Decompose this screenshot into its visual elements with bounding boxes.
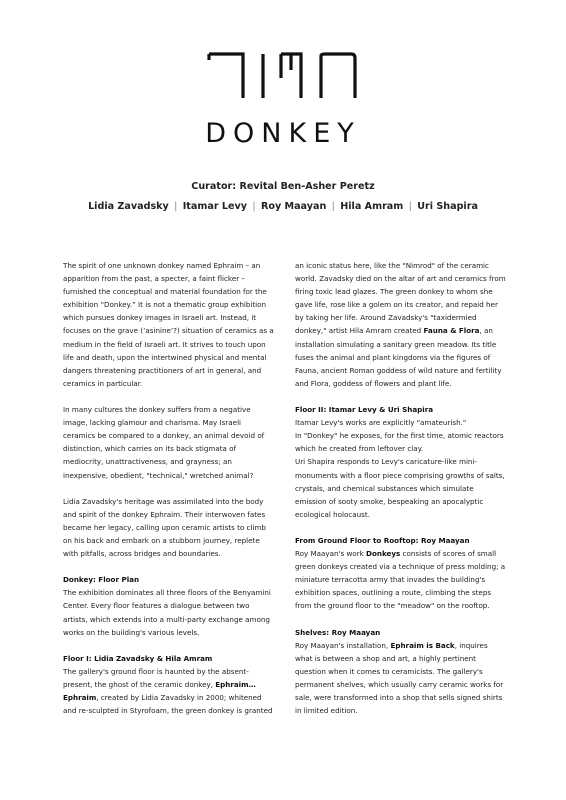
text-run: , an installation simulating a sanitary green meadow. Its title fuses the animal and plant kingdoms via the figures of Fauna, ancient Roman goddess of wild nature and fertility and Flora, goddess of flowers and plant life.	[295, 326, 502, 388]
section-heading: From Ground Floor to Rooftop: Roy Maayan	[295, 535, 470, 545]
text-run: The gallery's ground floor is haunted by the absent-present, the ghost of the ceramic donkey,	[63, 666, 249, 689]
section-paragraph: In "Donkey" he exposes, for the first time, atomic reactors which he created from leftover clay.	[295, 431, 504, 454]
hebrew-logo-glyphs	[203, 40, 363, 100]
intro-paragraph: The spirit of one unknown donkey named Ephraim – an apparition from the past, a specter, a faint flicker – furnished the conceptual and material foundation for the exhibition “Donkey.” It is not a thematic group exhibition which pursues donkey images in Israeli art. Instead, it focuses on the grave (‘asinine’?) situation of ceramics as a medium in the field of Israeli art. It strives to touch upon life and death, upon the intertwined physical and mental dangers threatening practitioners of art in general, and ceramics in particular.	[63, 261, 274, 388]
artist-name: Itamar Levy	[182, 201, 248, 212]
hebrew-logo	[0, 40, 566, 100]
text-run: Roy Maayan's installation,	[295, 640, 391, 650]
left-text-column	[63, 259, 275, 717]
section-paragraph	[295, 639, 507, 718]
work-title: Ephraim… Ephraim	[63, 680, 256, 703]
section-paragraph	[295, 259, 507, 390]
text-run: , inquires what is between a shop and art, a highly pertinent question when it comes to ceramicists. The gallery's permanent shelves, which usually carry ceramic works for sale, were transformed into a shop that sells signed shirts in limited edition.	[295, 640, 504, 716]
right-text-column	[295, 259, 507, 717]
artist-name: Uri Shapira	[417, 201, 478, 212]
artist-name: Lidia Zavadsky	[88, 201, 169, 212]
artist-separator: |	[331, 201, 335, 212]
section-heading: Floor I: Lidia Zavadsky & Hila Amram	[63, 653, 213, 663]
artist-name: Roy Maayan	[260, 201, 327, 212]
section-heading: Donkey: Floor Plan	[63, 575, 140, 585]
text-run: , created by Lidia Zavadsky in 2000; whitened and re-sculpted in Styrofoam, the green donkey is granted	[63, 693, 273, 716]
section-paragraph	[63, 665, 275, 717]
curator-line: Curator: Revital Ben-Asher Peretz	[191, 181, 375, 192]
exhibition-title: DONKEY	[205, 118, 361, 149]
artist-separator: |	[408, 201, 412, 212]
text-run: consists of scores of small green donkeys created via a technique of press molding; a miniature terracotta army that invades the building's exhibition spaces, outlining a route, climbing the steps from the ground floor to the "meadow" on the rooftop.	[295, 549, 506, 611]
text-run: an iconic status here, like the "Nimrod" of the ceramic world. Zavadsky died on the altar of art and ceramics from firing toxic lead glazes. The green donkey to whom she gave life, rose like a golem on its creator, and repaid her by taking her life. Around Zavadsky's "taxidermied donkey," artist Hila Amram created	[295, 261, 506, 336]
artist-separator: |	[174, 201, 178, 212]
section-paragraph: The exhibition dominates all three floors of the Benyamini Center. Every floor features a dialogue between two artists, which extends into a multi-party exchange among works on the building's various levels.	[63, 588, 271, 637]
work-title: Fauna & Flora	[423, 326, 480, 336]
artist-separator: |	[252, 201, 256, 212]
intro-paragraph: Lidia Zavadsky's heritage was assimilated into the body and spirit of the donkey Ephraim. Their interwoven fates became her legacy, calling upon ceramic artists to climb on his back and embark on a stubborn journey, replete with pitfalls, across bridges and boundaries.	[63, 496, 266, 559]
work-title: Donkeys	[366, 549, 401, 559]
section-paragraph: Uri Shapira responds to Levy's caricature-like mini-monuments with a floor piece comprising growths of salts, crystals, and chemical substances which simulate emission of sooty smoke, bespeaking an apocalyptic ecological holocaust.	[295, 457, 505, 519]
section-heading: Floor II: Itamar Levy & Uri Shapira	[295, 405, 434, 415]
text-run: Roy Maayan's work	[295, 549, 367, 559]
section-paragraph	[295, 547, 507, 612]
work-title: Ephraim is Back	[390, 640, 455, 650]
artists-line	[0, 201, 566, 212]
intro-paragraph: In many cultures the donkey suffers from a negative image, lacking glamour and charisma. May Israeli ceramics be compared to a donkey, an animal devoid of distinction, which carries on its back stigmata of mediocrity, unattractiveness, and grayness; an inexpensive, obedient, "technical," wretched animal?	[63, 405, 265, 480]
section-paragraph: Itamar Levy's works are explicitly "amateurish."	[295, 418, 467, 428]
artist-name: Hila Amram	[340, 201, 404, 212]
section-heading: Shelves: Roy Maayan	[295, 627, 381, 637]
